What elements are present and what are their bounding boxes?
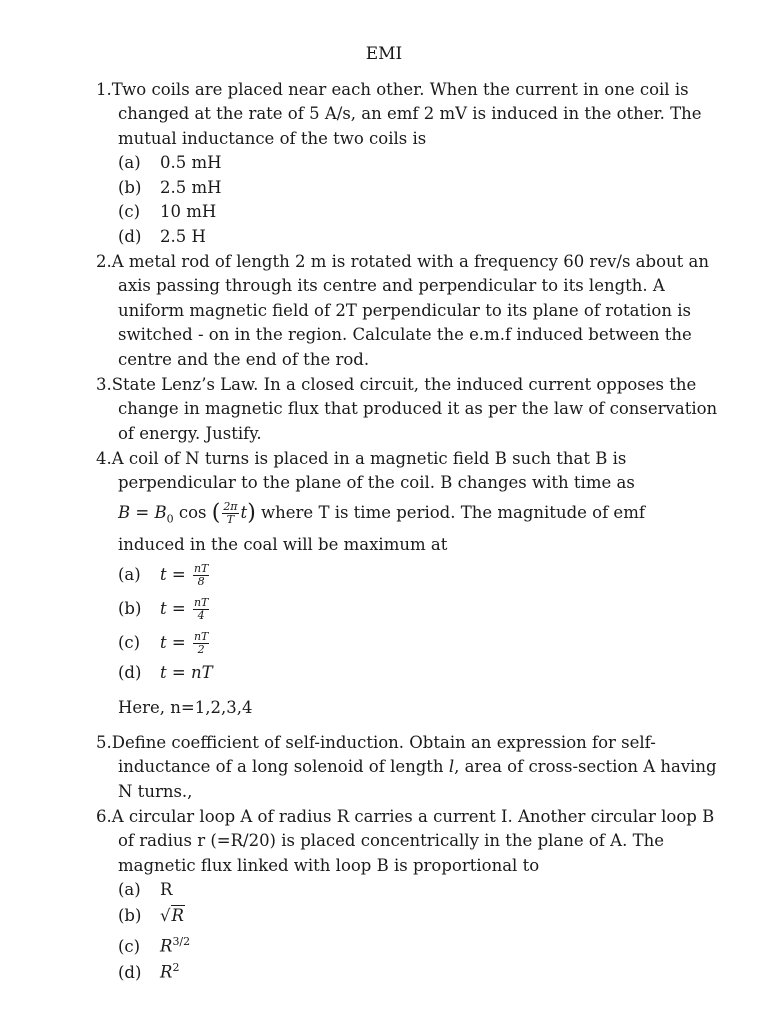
question-6-option-d: [118, 956, 179, 985]
question-3-line-2: change in magnetic flux that produced it as per the law of conservation: [118, 399, 718, 418]
question-6-line-2: of radius r (=R/20) is placed concentrically in the plane of A. The: [118, 831, 664, 850]
question-1-line-2: changed at the rate of 5 A/s, an emf 2 mV is induced in the other. The: [118, 104, 702, 123]
option-text: 10 mH: [160, 202, 217, 221]
question-5-line-3: N turns.,: [118, 782, 193, 801]
fraction-denominator: 4: [197, 609, 205, 622]
question-6-line-1: 6.A circular loop A of radius R carries a current I. Another circular loop B: [96, 807, 715, 826]
question-5-line-2: [118, 755, 717, 779]
question-6-line-3: magnetic flux linked with loop B is proportional to: [118, 856, 540, 875]
question-4-equation-line: [118, 498, 645, 534]
question-2-line-4: switched - on in the region. Calculate the e.m.f induced between the: [118, 325, 692, 344]
option-text: R: [160, 880, 173, 899]
equation-tail-text: where T is time period. The magnitude of emf: [255, 503, 645, 522]
option-label: (b): [118, 178, 142, 197]
fraction-numerator: nT: [193, 562, 209, 575]
question-4-option-a: [118, 560, 211, 590]
equation-subscript: 0: [166, 512, 174, 526]
question-1-line-3: mutual inductance of the two coils is: [118, 129, 427, 148]
option-label: (a): [118, 153, 141, 172]
option-lhs: t =: [160, 565, 191, 584]
question-2-line-5: centre and the end of the rod.: [118, 350, 370, 369]
question-4-option-d: [118, 661, 213, 685]
option-label: (c): [118, 936, 141, 956]
question-6-option-a: [118, 878, 172, 902]
option-label: (c): [118, 633, 141, 652]
option-text: 2.5 H: [160, 227, 206, 246]
question-2-line-2: axis passing through its centre and perpendicular to its length. A: [118, 276, 665, 295]
option-text: R: [160, 936, 173, 956]
option-label: (b): [118, 906, 142, 925]
option-label: (d): [118, 227, 142, 246]
fraction-denominator: T: [226, 513, 235, 526]
equation-t: t: [240, 503, 248, 522]
option-fraction: [193, 563, 209, 588]
question-2-line-3: uniform magnetic field of 2T perpendicular to its plane of rotation is: [118, 301, 691, 320]
option-label: (d): [118, 962, 142, 982]
paren-open: (: [211, 500, 221, 526]
question-1-option-a: [118, 151, 222, 175]
equation-cos: cos: [173, 503, 212, 522]
option-text: t = nT: [160, 663, 213, 682]
option-fraction: [193, 631, 209, 656]
fraction-numerator: nT: [193, 596, 209, 609]
question-2-line-1: 2.A metal rod of length 2 m is rotated with a frequency 60 rev/s about an: [96, 252, 709, 271]
length-variable: l: [448, 757, 455, 776]
option-lhs: t =: [160, 599, 191, 618]
question-4-line-4: induced in the coal will be maximum at: [118, 535, 448, 554]
question-4-line-2: perpendicular to the plane of the coil. B changes with time as: [118, 473, 635, 492]
fraction-denominator: 2: [197, 643, 205, 656]
question-4-note: Here, n=1,2,3,4: [118, 698, 253, 717]
option-exponent: 3/2: [172, 935, 191, 948]
question-4-line-1: 4.A coil of N turns is placed in a magnetic field B such that B is: [96, 449, 627, 468]
option-text: R: [171, 906, 184, 925]
option-label: (a): [118, 565, 141, 584]
line-text: , area of cross-section A having: [454, 757, 717, 776]
fraction-numerator: 2π: [223, 500, 238, 513]
option-text: 2.5 mH: [160, 178, 222, 197]
question-1-line-1: 1.Two coils are placed near each other. When the current in one coil is: [96, 80, 689, 99]
equation-fraction: [222, 501, 238, 526]
option-label: (d): [118, 663, 142, 682]
line-text: inductance of a long solenoid of length: [118, 757, 449, 776]
question-3-line-1: 3.State Lenz’s Law. In a closed circuit, the induced current opposes the: [96, 375, 697, 394]
fraction-numerator: nT: [193, 630, 209, 643]
question-1-option-b: [118, 176, 222, 200]
question-6-option-b: [118, 904, 185, 928]
paren-close: ): [247, 500, 256, 526]
option-exponent: 2: [172, 961, 180, 974]
option-label: (a): [118, 880, 141, 899]
question-1-option-c: [118, 200, 216, 224]
root-symbol: √: [160, 906, 171, 925]
equation-lhs: B = B: [118, 503, 167, 522]
question-6-option-c: [118, 930, 190, 959]
question-5-line-1: 5.Define coefficient of self-induction. Obtain an expression for self-: [96, 733, 656, 752]
question-1-option-d: [118, 225, 206, 249]
option-fraction: [193, 597, 209, 622]
question-3-line-3: of energy. Justify.: [118, 424, 262, 443]
option-lhs: t =: [160, 633, 191, 652]
option-text: R: [160, 962, 173, 982]
option-label: (c): [118, 202, 141, 221]
option-label: (b): [118, 599, 142, 618]
page-title: EMI: [365, 44, 403, 64]
option-text: 0.5 mH: [160, 153, 222, 172]
question-4-option-c: [118, 628, 211, 658]
question-4-option-b: [118, 594, 211, 624]
fraction-denominator: 8: [197, 575, 205, 588]
